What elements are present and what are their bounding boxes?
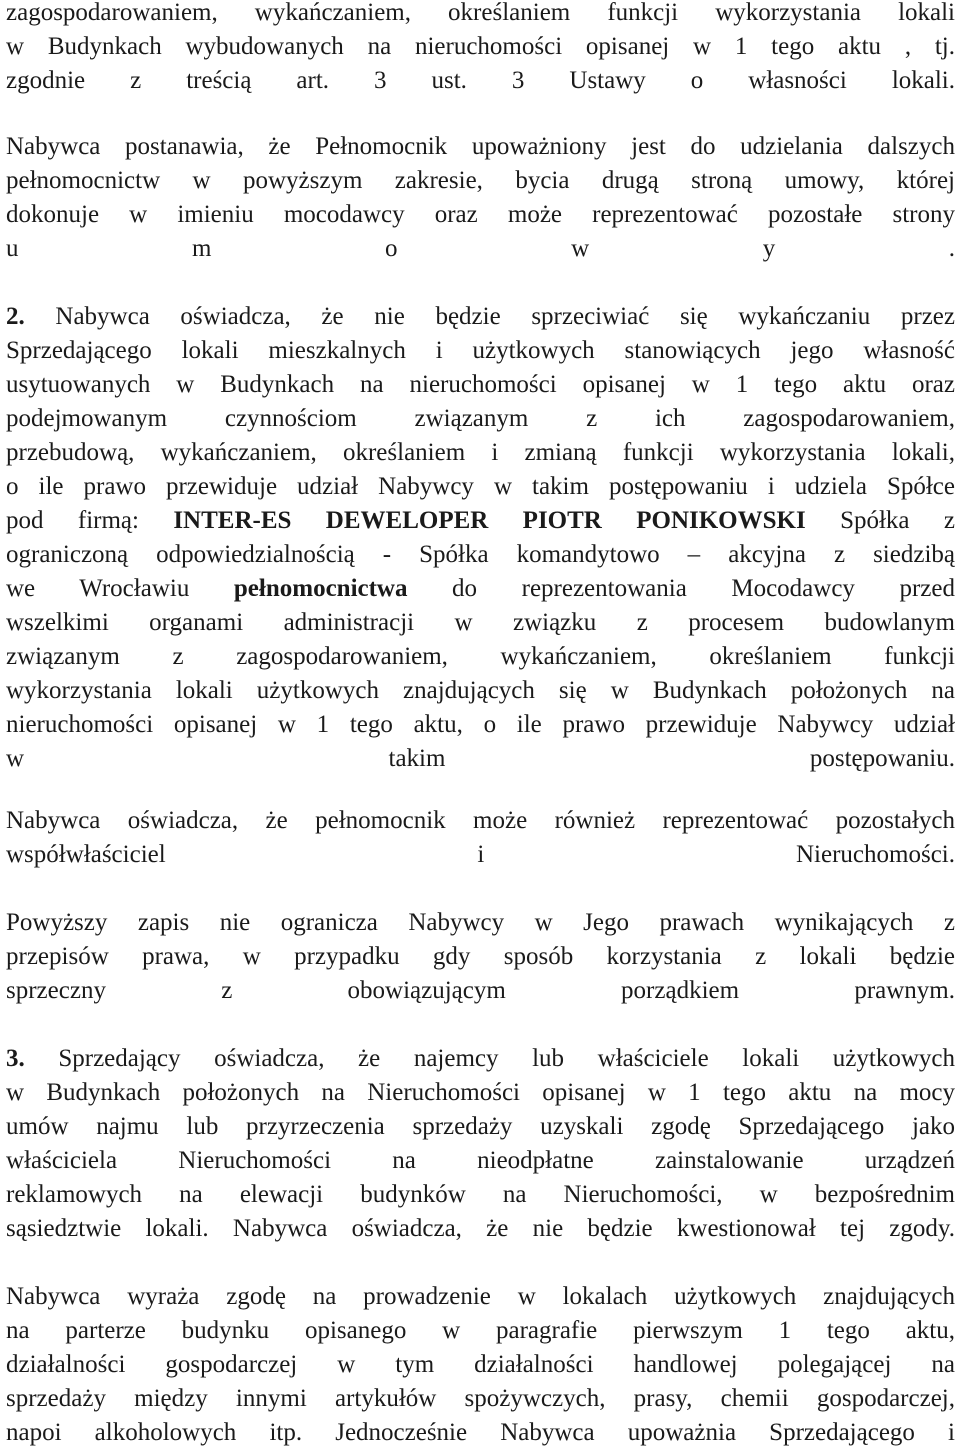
line-text: we Wrocławiu bbox=[6, 575, 234, 602]
text-line: zagospodarowaniem, wykańczaniem, określaniem funkcji wykorzystania lokali bbox=[6, 0, 955, 26]
line-text: pod firmą: bbox=[6, 507, 174, 534]
text-line: w takim postępowaniu. bbox=[6, 745, 955, 772]
text-line: zgodnie z treścią art. 3 ust. 3 Ustawy o własności lokali. bbox=[6, 67, 955, 94]
text-line: usytuowanych w Budynkach na nieruchomości opisanej w 1 tego aktu oraz bbox=[6, 371, 955, 398]
text-line: właściciela Nieruchomości na nieodpłatne zainstalowanie urządzeń bbox=[6, 1147, 955, 1174]
text-line: Nabywca wyraża zgodę na prowadzenie w lokalach użytkowych znajdujących bbox=[6, 1283, 955, 1310]
text-line: w Budynkach położonych na Nieruchomości opisanej w 1 tego aktu na mocy bbox=[6, 1079, 955, 1106]
text-line: Nabywca oświadcza, że pełnomocnik może również reprezentować pozostałych bbox=[6, 807, 955, 834]
text-line: współwłaściciel i Nieruchomości. bbox=[6, 841, 955, 868]
line-text: Sprzedający oświadcza, że najemcy lub właściciele lokali użytkowych bbox=[24, 1045, 955, 1072]
text-line: napoi alkoholowych itp. Jednocześnie Nabywca upoważnia Sprzedającego i bbox=[6, 1419, 955, 1446]
text-line: działalności gospodarczej w tym działalności handlowej polegającej na bbox=[6, 1351, 955, 1378]
text-line: sprzedaży między innymi artykułów spożywczych, prasy, chemii gospodarczej, bbox=[6, 1385, 955, 1412]
section-number: 3. bbox=[6, 1045, 25, 1072]
text-line: Nabywca postanawia, że Pełnomocnik upoważniony jest do udzielania dalszych bbox=[6, 133, 955, 160]
text-line: reklamowych na elewacji budynków na Nieruchomości, w bezpośrednim bbox=[6, 1181, 955, 1208]
text-line bbox=[6, 572, 955, 606]
text-line: związanym z zagospodarowaniem, wykańczaniem, określaniem funkcji bbox=[6, 643, 955, 670]
emphasis-term: pełnomocnictwa bbox=[233, 575, 408, 602]
text-line: nieruchomości opisanej w 1 tego aktu, o ile prawo przewiduje Nabywcy udział bbox=[6, 711, 955, 738]
text-line: wykorzystania lokali użytkowych znajdujących się w Budynkach położonych na bbox=[6, 677, 955, 704]
line-text: Nabywca oświadcza, że nie będzie sprzeciwiać się wykańczaniu przez bbox=[24, 303, 955, 330]
section-number: 2. bbox=[6, 303, 25, 330]
text-line: umów najmu lub przyrzeczenia sprzedaży uzyskali zgodę Sprzedającego jako bbox=[6, 1113, 955, 1140]
text-line bbox=[6, 504, 955, 538]
text-line: sprzeczny z obowiązującym porządkiem prawnym. bbox=[6, 977, 955, 1004]
text-line: o ile prawo przewiduje udział Nabywcy w takim postępowaniu i udziela Spółce bbox=[6, 473, 955, 500]
text-line: przepisów prawa, w przypadku gdy sposób korzystania z lokali będzie bbox=[6, 943, 955, 970]
text-line: na parterze budynku opisanego w paragrafie pierwszym 1 tego aktu, bbox=[6, 1317, 955, 1344]
text-line: ograniczoną odpowiedzialnością - Spółka komandytowo – akcyjna z siedzibą bbox=[6, 541, 955, 568]
text-line: w Budynkach wybudowanych na nieruchomości opisanej w 1 tego aktu , tj. bbox=[6, 33, 955, 60]
line-text: Spółka z bbox=[805, 507, 955, 534]
line-text: do reprezentowania Mocodawcy przed bbox=[407, 575, 955, 602]
text-line: Powyższy zapis nie ogranicza Nabywcy w Jego prawach wynikających z bbox=[6, 909, 955, 936]
text-line bbox=[6, 300, 955, 334]
text-line: pełnomocnictw w powyższym zakresie, bycia drugą stroną umowy, której bbox=[6, 167, 955, 194]
text-line: wszelkimi organami administracji w związku z procesem budowlanym bbox=[6, 609, 955, 636]
text-line: sąsiedztwie lokali. Nabywca oświadcza, że nie będzie kwestionował tej zgody. bbox=[6, 1215, 955, 1242]
text-line: przebudową, wykańczaniem, określaniem i zmianą funkcji wykorzystania lokali, bbox=[6, 439, 955, 466]
text-line: dokonuje w imieniu mocodawcy oraz może reprezentować pozostałe strony bbox=[6, 201, 955, 228]
text-line: podejmowanym czynnościom związanym z ich zagospodarowaniem, bbox=[6, 405, 955, 432]
text-line: Sprzedającego lokali mieszkalnych i użytkowych stanowiących jego własność bbox=[6, 337, 955, 364]
text-line: u m o w y . bbox=[6, 235, 955, 262]
text-line bbox=[6, 1042, 955, 1076]
company-name: INTER-ES DEWELOPER PIOTR PONIKOWSKI bbox=[173, 507, 806, 534]
